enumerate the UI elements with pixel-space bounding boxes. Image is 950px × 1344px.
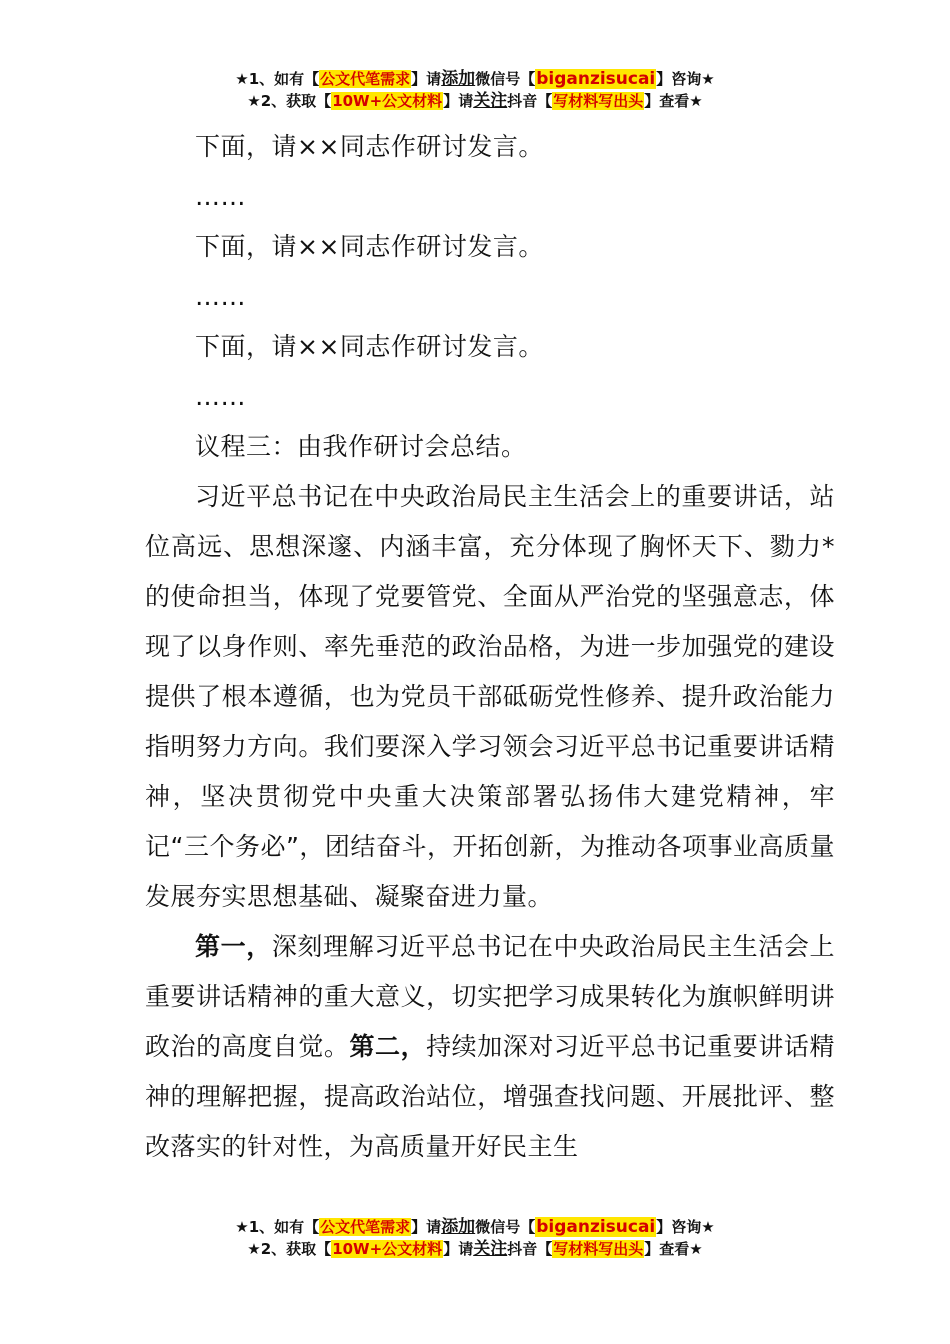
speaker-call: 下面，请××同志作研讨发言。: [195, 332, 544, 361]
promo-text: 微信号【: [475, 70, 536, 88]
promo-line-2: [0, 90, 950, 112]
ellipsis: ……: [195, 182, 246, 211]
promo-text: 抖音【: [507, 92, 553, 110]
promo-line-2: [0, 1238, 950, 1260]
promo-line-1: [0, 1216, 950, 1238]
promo-text: ★1、如有【: [235, 1218, 320, 1236]
promo-text: 】咨询★: [656, 70, 715, 88]
point-one-label: 第一，: [195, 932, 272, 961]
promo-highlight: 公文代笔需求: [320, 70, 411, 88]
speaker-call: 下面，请××同志作研讨发言。: [195, 132, 544, 161]
point-one-text: 深刻理解习近平总书记在中央政治局民主生活会上重要讲话精神的重大意义，切实把学习成果转化为旗帜鲜明讲政治的高度自觉。: [145, 932, 835, 1061]
summary-paragraph: 习近平总书记在中央政治局民主生活会上的重要讲话，站位高远、思想深邃、内涵丰富，充分体现了胸怀天下、勠力*的使命担当，体现了党要管党、全面从严治党的坚强意志，体现了以身作则、率先垂范的政治品格，为进一步加强党的建设提供了根本遵循，也为党员干部砥砺党性修养、提升政治能力指明努力方向。我们要深入学习领会习近平总书记重要讲话精神，坚决贯彻党中央重大决策部署弘扬伟大建党精神，牢记“三个务必”，团结奋斗，开拓创新，为推动各项事业高质量发展夯实思想基础、凝聚奋进力量。: [145, 482, 835, 911]
promo-text: 】查看★: [644, 92, 703, 110]
document-body: [145, 122, 835, 1172]
promo-emphasis: 添加: [441, 69, 476, 89]
promo-text: 】请: [443, 92, 474, 110]
promo-text: 】咨询★: [656, 1218, 715, 1236]
promo-text: ★2、获取【: [247, 1240, 332, 1258]
promo-line-1: [0, 68, 950, 90]
header-promo-banner: [0, 68, 950, 112]
points-paragraph: [145, 922, 835, 1172]
agenda-item-three: 议程三：由我作研讨会总结。: [195, 432, 527, 461]
promo-highlight: 10W+公文材料: [332, 92, 443, 110]
promo-emphasis: 关注: [473, 91, 508, 111]
promo-text: ★1、如有【: [235, 70, 320, 88]
promo-emphasis: 添加: [441, 1217, 476, 1237]
promo-text: 】请: [443, 1240, 474, 1258]
promo-text: 】请: [411, 1218, 442, 1236]
promo-emphasis: 关注: [473, 1239, 508, 1259]
promo-text: 微信号【: [475, 1218, 536, 1236]
promo-wechat-id: biganzisucai: [536, 1217, 656, 1237]
point-two-label: 第二，: [349, 1032, 427, 1061]
promo-douyin-account: 写材料写出头: [553, 1240, 644, 1258]
promo-douyin-account: 写材料写出头: [553, 92, 644, 110]
promo-text: 】查看★: [644, 1240, 703, 1258]
ellipsis: ……: [195, 282, 246, 311]
promo-wechat-id: biganzisucai: [536, 69, 656, 89]
point-two-text: 持续加深对习近平总书记重要讲话精神的理解把握，提高政治站位，增强查找问题、开展批评、整改落实的针对性，为高质量开好民主生: [145, 1032, 835, 1161]
promo-highlight: 公文代笔需求: [320, 1218, 411, 1236]
ellipsis: ……: [195, 382, 246, 411]
speaker-call: 下面，请××同志作研讨发言。: [195, 232, 544, 261]
promo-text: 抖音【: [507, 1240, 553, 1258]
promo-text: 】请: [411, 70, 442, 88]
promo-text: ★2、获取【: [247, 92, 332, 110]
footer-promo-banner: [0, 1216, 950, 1260]
promo-highlight: 10W+公文材料: [332, 1240, 443, 1258]
